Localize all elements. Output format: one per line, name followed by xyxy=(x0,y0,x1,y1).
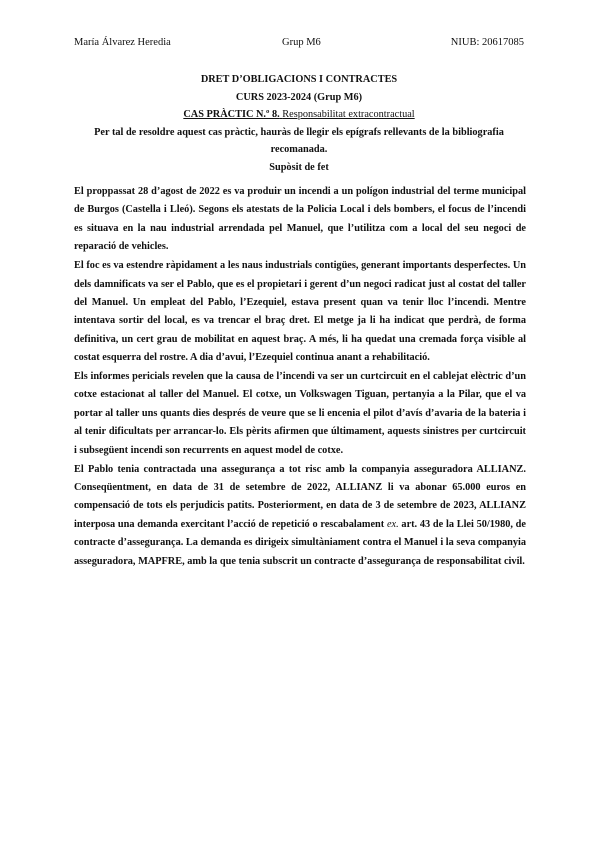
niub-label: NIUB: 20617085 xyxy=(450,37,524,48)
case-name: Responsabilitat extracontractual xyxy=(282,109,415,120)
group-label: Grup M6 xyxy=(282,37,321,48)
paragraph-4-start: El Pablo tenia contractada una assegurança a tot risc amb la companyia asseguradora ALLIANZ. Conseqüentment, en data de 31 de setembre de 2022, ALLIANZ li va abonar 65.000 euros en compensació de tots els perjudicis patits. Posteriorment, en data de 3 de setembre de 2023, ALLIANZ interposa una demanda exercitant l’acció de repetició o rescabalament xyxy=(74,463,526,530)
intro-text: Per tal de resoldre aquest cas pràctic, hauràs de llegir els epígrafs rellevants de la bibliografia recomanada. xyxy=(94,126,504,155)
paragraph-1: El proppassat 28 d’agost de 2022 es va produir un incendi a un polígon industrial del terme municipal de Burgos (Castella i Lleó). Segons els atestats de la Policia Local i dels bombers, el focus de l’incendi es situava en la nau industrial arrendada pel Manuel, que l’utilitza com a local del seu negoci de reparació de vehicles. xyxy=(74,186,526,253)
facts-heading: Supòsit de fet xyxy=(269,161,329,173)
paragraph-4-end: art. 43 de la Llei 50/1980, de contracte d’assegurança. La demanda es dirigeix simultàniament contra el Manuel i la seva companyia asseguradora, MAPFRE, amb la que tenia subscrit un contracte d’assegurança de responsabilitat civil. xyxy=(74,518,526,567)
case-prefix: CAS PRÀCTIC N.º 8. xyxy=(183,109,280,120)
paragraph-4-italic: ex. xyxy=(386,518,399,530)
case-title xyxy=(74,106,524,124)
paragraph-2: El foc es va estendre ràpidament a les naus industrials contigües, generant importants desperfectes. Un dels damnificats va ser el Pablo, que es el propietari i gerent d’un negoci radicat just al costat del taller del Manuel. Un empleat del Pablo, l’Ezequiel, estava present quan va tenir lloc l’incendi. Mentre intentava sortir del local, es va trencar el braç dret. El metge ja li ha indicat que perdrà, de forma definitiva, un cert grau de mobilitat en aquest braç. A més, li ha quedat una cremada força visible al costat esquerra del rostre. A dia d’avui, l’Ezequiel continua anant a rehabilitació. xyxy=(74,260,526,364)
subject-title: DRET D’OBLIGACIONS I CONTRACTES xyxy=(200,74,398,85)
paragraph-3: Els informes pericials revelen que la causa de l’incendi va ser un curtcircuit en el cablejat elèctric d’un cotxe estacionat al taller del Manuel. El cotxe, un Volkswagen Tiguan, pertanyia a la Pilar, que el va portar al taller uns quants dies després de veure que se li encenia el pilot d’avís d’avaria de la bateria i al tenir dificultats per arrancar-lo. Els pèrits afirmen que últimament, aquests sinistres per curtcircuit i subsegüent incendi son recurrents en aquest model de cotxe. xyxy=(74,371,526,456)
course-title: CURS 2023-2024 (Grup M6) xyxy=(235,91,363,103)
facts-body xyxy=(74,183,526,572)
student-name: María Álvarez Heredia xyxy=(74,37,171,48)
page-header xyxy=(74,37,524,51)
paragraph-4 xyxy=(74,461,526,571)
title-block xyxy=(74,71,524,176)
